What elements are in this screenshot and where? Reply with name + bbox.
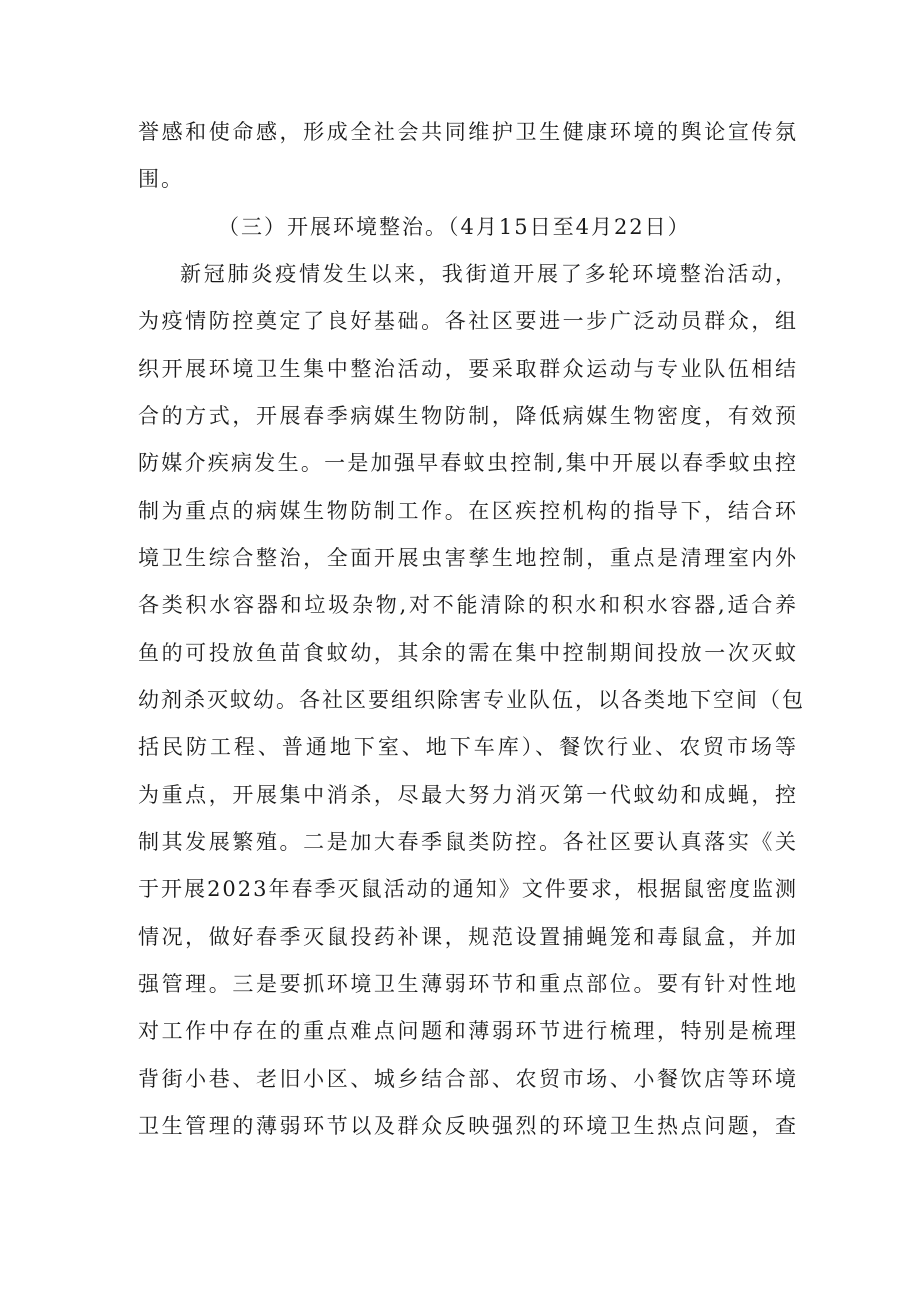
paragraph-line: 境卫生综合整治，全面开展虫害孳生地控制，重点是清理室内外 bbox=[138, 546, 798, 570]
paragraph-line: 为疫情防控奠定了良好基础。各社区要进一步广泛动员群众，组 bbox=[138, 309, 798, 333]
paragraph-line: 防媒介疾病发生。一是加强早春蚊虫控制,集中开展以春季蚊虫控 bbox=[138, 451, 798, 475]
paragraph-line: 括民防工程、普通地下室、地下车库）、餐饮行业、农贸市场等 bbox=[138, 735, 798, 759]
paragraph-line: 于开展2023年春季灭鼠活动的通知》文件要求，根据鼠密度监测 bbox=[138, 877, 798, 901]
paragraph-line: 制其发展繁殖。二是加大春季鼠类防控。各社区要认真落实《关 bbox=[138, 830, 798, 854]
paragraph-line: 卫生管理的薄弱环节以及群众反映强烈的环境卫生热点问题，查 bbox=[138, 1114, 798, 1138]
section-heading: （三）开展环境整治。（4月15日至4月22日） bbox=[218, 215, 691, 239]
paragraph-line: 对工作中存在的重点难点问题和薄弱环节进行梳理，特别是梳理 bbox=[138, 1019, 798, 1043]
paragraph-line: 誉感和使命感，形成全社会共同维护卫生健康环境的舆论宣传氛 bbox=[138, 120, 798, 144]
paragraph-line: 各类积水容器和垃圾杂物,对不能清除的积水和积水容器,适合养 bbox=[138, 593, 798, 617]
paragraph-line: 幼剂杀灭蚊幼。各社区要组织除害专业队伍，以各类地下空间（包 bbox=[138, 688, 805, 712]
paragraph-line: 织开展环境卫生集中整治活动，要采取群众运动与专业队伍相结 bbox=[138, 357, 798, 381]
paragraph-line: 情况，做好春季灭鼠投药补课，规范设置捕蝇笼和毒鼠盒，并加 bbox=[138, 925, 798, 949]
paragraph-line: 围。 bbox=[138, 167, 184, 191]
paragraph-line: 鱼的可投放鱼苗食蚊幼，其余的需在集中控制期间投放一次灭蚊 bbox=[138, 641, 798, 665]
paragraph-line: 制为重点的病媒生物防制工作。在区疾控机构的指导下，结合环 bbox=[138, 499, 798, 523]
paragraph-line: 新冠肺炎疫情发生以来，我街道开展了多轮环境整治活动， bbox=[180, 262, 798, 286]
paragraph-line: 为重点，开展集中消杀，尽最大努力消灭第一代蚊幼和成蝇，控 bbox=[138, 783, 798, 807]
paragraph-line: 背街小巷、老旧小区、城乡结合部、农贸市场、小餐饮店等环境 bbox=[138, 1067, 798, 1091]
paragraph-line: 强管理。三是要抓环境卫生薄弱环节和重点部位。要有针对性地 bbox=[138, 972, 798, 996]
paragraph-line: 合的方式，开展春季病媒生物防制，降低病媒生物密度，有效预 bbox=[138, 404, 798, 428]
